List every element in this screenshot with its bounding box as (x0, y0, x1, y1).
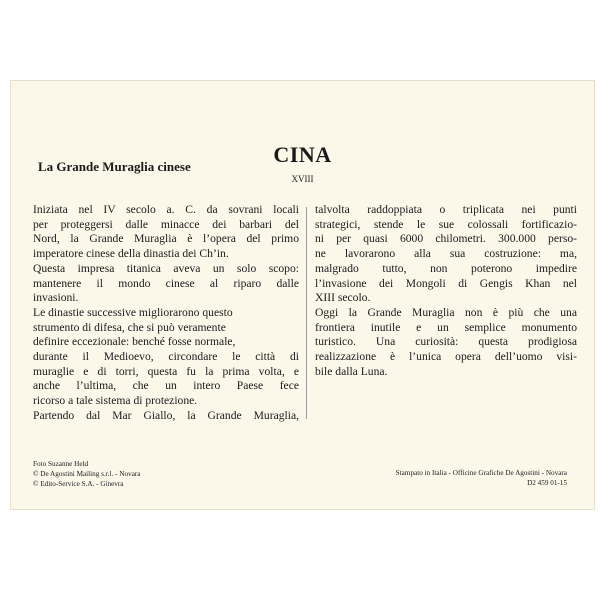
column-divider (306, 207, 307, 419)
printer-info (396, 468, 567, 488)
text-line: imperatore cinese della dinastia dei Ch’in. (33, 247, 229, 261)
text-line: mantenere il mondo cinese al riparo dalle (33, 276, 299, 290)
credit-line: © Edito-Service S.A. - Ginevra (33, 480, 124, 488)
text-line: bile dalla Luna. (315, 364, 388, 378)
text-line: Oggi la Grande Muraglia non è più che una (315, 305, 577, 319)
text-line: per proteggersi dalle minacce dei barbari del (33, 217, 299, 231)
text-line: XIII secolo. (315, 291, 371, 305)
text-line: Iniziata nel IV secolo a. C. da sovrani locali (33, 203, 299, 216)
text-line: talvolta raddoppiata o triplicata nei punti (315, 203, 577, 216)
text-line: ne lavorarono alla sua costruzione: ma, (315, 247, 577, 261)
text-line: definire eccezionale: benché fosse normale, (33, 335, 236, 349)
text-line: anche l’ultima, che un intero Paese fece (33, 379, 299, 393)
card-subtitle: La Grande Muraglia cinese (38, 159, 191, 174)
text-line: turistico. Una curiosità: questa prodigiosa (315, 335, 577, 349)
text-line: frontiera inutile e un semplice monumento (315, 320, 577, 334)
text-line: realizzazione è l’unica opera dell’uomo visi- (315, 350, 577, 364)
photo-credits (33, 459, 140, 489)
text-line: durante il Medioevo, circondare le città di (33, 350, 299, 364)
text-line: l’invasione dei Mongoli di Gengis Khan nel (315, 276, 577, 290)
info-card (10, 80, 595, 510)
text-line: Partendo dal Mar Giallo, la Grande Muraglia, (33, 408, 299, 422)
text-line: invasioni. (33, 291, 79, 305)
credit-line: Foto Suzanne Held (33, 460, 89, 468)
printer-line: Stampato in Italia - Officine Grafiche De Agostini - Novara (395, 469, 567, 477)
left-text-column (33, 203, 299, 424)
card-number: XVIII (291, 174, 314, 184)
text-line: Nord, la Grande Muraglia è l’opera del primo (33, 232, 299, 246)
right-text-column (315, 203, 577, 379)
card-title: CINA (273, 142, 332, 167)
card-code: D2 459 01-15 (527, 479, 567, 487)
text-line: muraglie e di torri, questa fu la prima volta, e (33, 364, 299, 378)
text-line: ni per quasi 6000 chilometri. 300.000 perso- (315, 232, 577, 246)
credit-line: © De Agostini Mailing s.r.l. - Novara (33, 470, 141, 478)
text-line: Questa impresa titanica aveva un solo scopo: (33, 261, 299, 275)
text-line: ricorso a tale sistema di protezione. (33, 394, 198, 408)
text-line: strategici, stende le sue colossali fortificazio- (315, 217, 577, 231)
text-line: malgrado tutto, non poterono impedire (315, 261, 577, 275)
text-line: strumento di difesa, che si può veramente (33, 320, 226, 334)
text-line: Le dinastie successive migliorarono questo (33, 305, 233, 319)
